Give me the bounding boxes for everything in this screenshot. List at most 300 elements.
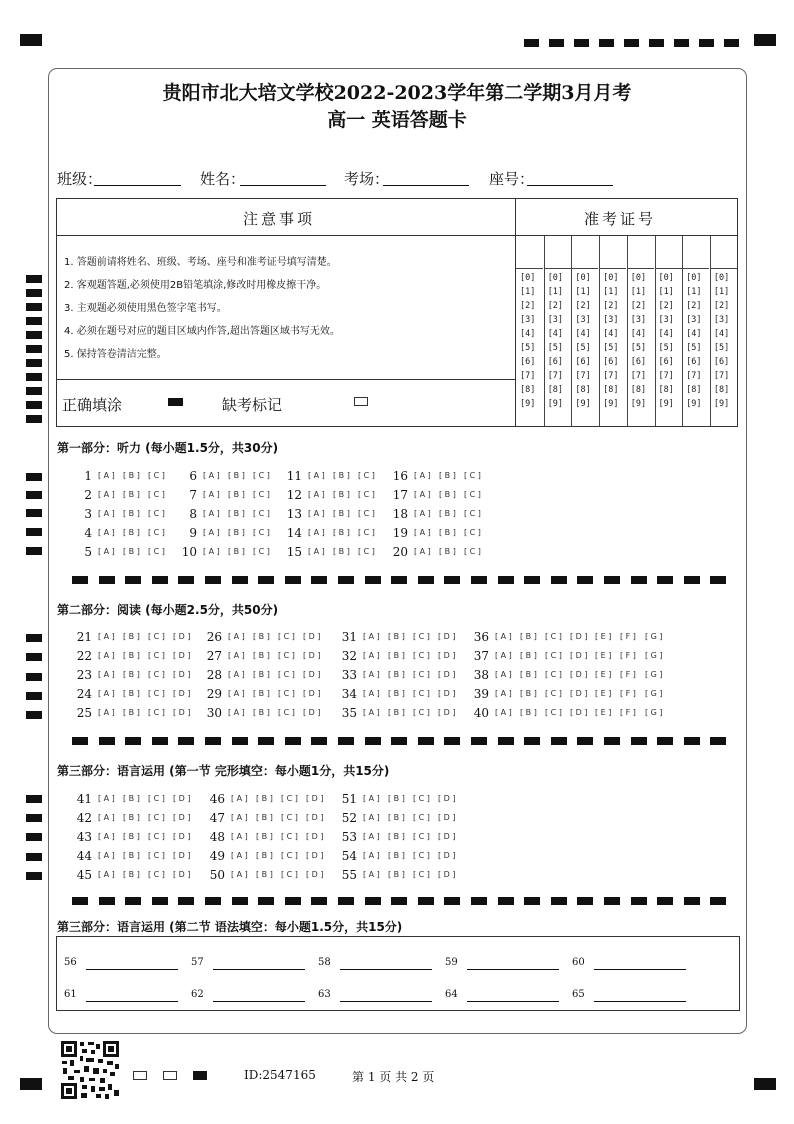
answer-bubble[interactable]: [ C ] [253, 528, 270, 537]
answer-bubble[interactable]: [ B ] [123, 490, 140, 499]
id-write-cell[interactable] [516, 236, 543, 269]
id-digit-bubble[interactable]: [0] [575, 273, 591, 283]
answer-bubble[interactable]: [ F ] [620, 689, 636, 698]
answer-bubble[interactable]: [ D ] [173, 813, 191, 822]
answer-bubble[interactable]: [ A ] [495, 632, 512, 641]
answer-bubble[interactable]: [ A ] [98, 632, 115, 641]
answer-bubble[interactable]: [ A ] [231, 832, 248, 841]
answer-bubble[interactable]: [ D ] [303, 670, 321, 679]
answer-bubble[interactable]: [ B ] [388, 832, 405, 841]
id-digit-bubble[interactable]: [3] [630, 315, 647, 325]
answer-bubble[interactable]: [ A ] [308, 547, 325, 556]
id-digit-bubble[interactable]: [9] [603, 399, 619, 409]
id-digit-bubble[interactable]: [6] [713, 357, 730, 367]
id-digit-bubble[interactable]: [4] [630, 329, 647, 339]
answer-bubble[interactable]: [ A ] [363, 832, 380, 841]
answer-bubble[interactable]: [ B ] [520, 708, 537, 717]
answer-bubble[interactable]: [ B ] [388, 851, 405, 860]
answer-bubble[interactable]: [ A ] [203, 490, 220, 499]
answer-bubble[interactable]: [ A ] [363, 651, 380, 660]
id-digit-bubble[interactable]: [3] [603, 315, 619, 325]
id-digit-bubble[interactable]: [2] [686, 301, 702, 311]
id-digit-bubble[interactable]: [0] [547, 273, 564, 283]
id-digit-bubble[interactable]: [9] [547, 399, 564, 409]
answer-bubble[interactable]: [ C ] [253, 509, 270, 518]
answer-bubble[interactable]: [ C ] [413, 689, 430, 698]
answer-bubble[interactable]: [ B ] [388, 870, 405, 879]
id-digit-bubble[interactable]: [5] [547, 343, 564, 353]
id-digit-bubble[interactable]: [5] [630, 343, 647, 353]
blank-answer-line[interactable] [86, 969, 178, 970]
answer-bubble[interactable]: [ A ] [98, 490, 115, 499]
answer-bubble[interactable]: [ C ] [281, 870, 298, 879]
answer-bubble[interactable]: [ A ] [495, 689, 512, 698]
answer-bubble[interactable]: [ A ] [98, 708, 115, 717]
answer-bubble[interactable]: [ C ] [358, 547, 375, 556]
id-digit-bubble[interactable]: [4] [686, 329, 702, 339]
answer-bubble[interactable]: [ B ] [333, 509, 350, 518]
answer-bubble[interactable]: [ C ] [464, 509, 481, 518]
answer-bubble[interactable]: [ B ] [439, 528, 456, 537]
answer-bubble[interactable]: [ C ] [358, 528, 375, 537]
answer-bubble[interactable]: [ B ] [520, 670, 537, 679]
id-digit-bubble[interactable]: [7] [520, 371, 536, 381]
id-digit-bubble[interactable]: [2] [713, 301, 730, 311]
id-digit-bubble[interactable]: [3] [713, 315, 730, 325]
answer-bubble[interactable]: [ D ] [173, 708, 191, 717]
id-digit-bubble[interactable]: [2] [630, 301, 647, 311]
answer-bubble[interactable]: [ A ] [414, 528, 431, 537]
answer-bubble[interactable]: [ A ] [98, 832, 115, 841]
answer-bubble[interactable]: [ C ] [464, 547, 481, 556]
answer-bubble[interactable]: [ D ] [173, 632, 191, 641]
answer-bubble[interactable]: [ E ] [595, 632, 612, 641]
answer-bubble[interactable]: [ C ] [281, 832, 298, 841]
answer-bubble[interactable]: [ C ] [148, 708, 165, 717]
answer-bubble[interactable]: [ B ] [123, 851, 140, 860]
id-digit-bubble[interactable]: [0] [713, 273, 730, 283]
answer-bubble[interactable]: [ D ] [570, 632, 588, 641]
answer-bubble[interactable]: [ B ] [253, 651, 270, 660]
answer-bubble[interactable]: [ B ] [256, 794, 273, 803]
answer-bubble[interactable]: [ E ] [595, 651, 612, 660]
id-digit-bubble[interactable]: [8] [547, 385, 564, 395]
id-digit-bubble[interactable]: [1] [658, 287, 674, 297]
answer-bubble[interactable]: [ C ] [148, 651, 165, 660]
id-digit-bubble[interactable]: [6] [603, 357, 619, 367]
answer-bubble[interactable]: [ C ] [148, 509, 165, 518]
answer-bubble[interactable]: [ D ] [306, 813, 324, 822]
id-digit-bubble[interactable]: [6] [658, 357, 674, 367]
answer-bubble[interactable]: [ A ] [228, 651, 245, 660]
answer-bubble[interactable]: [ C ] [545, 651, 562, 660]
answer-bubble[interactable]: [ A ] [98, 471, 115, 480]
answer-bubble[interactable]: [ A ] [414, 471, 431, 480]
id-digit-bubble[interactable]: [4] [658, 329, 674, 339]
answer-bubble[interactable]: [ C ] [148, 870, 165, 879]
id-write-cell[interactable] [544, 236, 571, 269]
id-digit-bubble[interactable]: [0] [686, 273, 702, 283]
answer-bubble[interactable]: [ C ] [278, 651, 295, 660]
id-digit-bubble[interactable]: [5] [575, 343, 591, 353]
answer-bubble[interactable]: [ A ] [363, 632, 380, 641]
id-digit-bubble[interactable]: [9] [686, 399, 702, 409]
id-digit-bubble[interactable]: [9] [658, 399, 674, 409]
answer-bubble[interactable]: [ D ] [303, 689, 321, 698]
answer-bubble[interactable]: [ B ] [253, 632, 270, 641]
answer-bubble[interactable]: [ B ] [253, 689, 270, 698]
answer-bubble[interactable]: [ A ] [228, 670, 245, 679]
answer-bubble[interactable]: [ C ] [545, 670, 562, 679]
answer-bubble[interactable]: [ C ] [413, 813, 430, 822]
answer-bubble[interactable]: [ C ] [278, 632, 295, 641]
answer-bubble[interactable]: [ C ] [358, 471, 375, 480]
answer-bubble[interactable]: [ D ] [570, 651, 588, 660]
id-digit-bubble[interactable]: [9] [575, 399, 591, 409]
answer-bubble[interactable]: [ A ] [363, 813, 380, 822]
id-digit-bubble[interactable]: [1] [575, 287, 591, 297]
answer-bubble[interactable]: [ A ] [203, 509, 220, 518]
answer-bubble[interactable]: [ B ] [333, 490, 350, 499]
id-digit-bubble[interactable]: [1] [547, 287, 564, 297]
id-digit-bubble[interactable]: [7] [713, 371, 730, 381]
answer-bubble[interactable]: [ A ] [98, 651, 115, 660]
id-digit-bubble[interactable]: [7] [658, 371, 674, 381]
answer-bubble[interactable]: [ B ] [253, 708, 270, 717]
answer-bubble[interactable]: [ D ] [438, 870, 456, 879]
id-digit-bubble[interactable]: [4] [520, 329, 536, 339]
blank-answer-line[interactable] [86, 1001, 178, 1002]
id-digit-bubble[interactable]: [8] [520, 385, 536, 395]
id-digit-bubble[interactable]: [1] [520, 287, 536, 297]
answer-bubble[interactable]: [ E ] [595, 708, 612, 717]
id-digit-bubble[interactable]: [8] [686, 385, 702, 395]
answer-bubble[interactable]: [ C ] [413, 670, 430, 679]
answer-bubble[interactable]: [ B ] [123, 471, 140, 480]
answer-bubble[interactable]: [ D ] [438, 651, 456, 660]
answer-bubble[interactable]: [ D ] [438, 851, 456, 860]
answer-bubble[interactable]: [ F ] [620, 651, 636, 660]
answer-bubble[interactable]: [ C ] [148, 528, 165, 537]
answer-bubble[interactable]: [ B ] [388, 689, 405, 698]
answer-bubble[interactable]: [ C ] [253, 490, 270, 499]
answer-bubble[interactable]: [ A ] [414, 509, 431, 518]
answer-bubble[interactable]: [ C ] [545, 689, 562, 698]
answer-bubble[interactable]: [ B ] [520, 689, 537, 698]
answer-bubble[interactable]: [ A ] [203, 547, 220, 556]
answer-bubble[interactable]: [ A ] [98, 670, 115, 679]
blank-answer-line[interactable] [467, 969, 559, 970]
answer-bubble[interactable]: [ D ] [303, 651, 321, 660]
id-digit-bubble[interactable]: [2] [520, 301, 536, 311]
answer-bubble[interactable]: [ B ] [123, 670, 140, 679]
answer-bubble[interactable]: [ C ] [148, 813, 165, 822]
blank-answer-line[interactable] [340, 1001, 432, 1002]
answer-bubble[interactable]: [ A ] [414, 547, 431, 556]
answer-bubble[interactable]: [ C ] [281, 794, 298, 803]
answer-bubble[interactable]: [ G ] [645, 670, 663, 679]
answer-bubble[interactable]: [ D ] [173, 832, 191, 841]
answer-bubble[interactable]: [ C ] [253, 471, 270, 480]
answer-bubble[interactable]: [ C ] [413, 651, 430, 660]
answer-bubble[interactable]: [ A ] [228, 708, 245, 717]
answer-bubble[interactable]: [ C ] [148, 794, 165, 803]
answer-bubble[interactable]: [ A ] [363, 794, 380, 803]
answer-bubble[interactable]: [ D ] [306, 870, 324, 879]
id-digit-bubble[interactable]: [0] [630, 273, 647, 283]
answer-bubble[interactable]: [ D ] [173, 851, 191, 860]
answer-bubble[interactable]: [ C ] [464, 528, 481, 537]
answer-bubble[interactable]: [ B ] [388, 632, 405, 641]
answer-bubble[interactable]: [ B ] [388, 651, 405, 660]
id-digit-bubble[interactable]: [0] [603, 273, 619, 283]
answer-bubble[interactable]: [ A ] [231, 794, 248, 803]
answer-bubble[interactable]: [ C ] [281, 813, 298, 822]
id-digit-bubble[interactable]: [6] [630, 357, 647, 367]
answer-bubble[interactable]: [ D ] [306, 832, 324, 841]
answer-bubble[interactable]: [ A ] [98, 689, 115, 698]
answer-bubble[interactable]: [ C ] [358, 490, 375, 499]
id-write-cell[interactable] [571, 236, 598, 269]
answer-bubble[interactable]: [ A ] [98, 851, 115, 860]
answer-bubble[interactable]: [ B ] [123, 632, 140, 641]
seat-field[interactable] [527, 185, 613, 186]
answer-bubble[interactable]: [ A ] [308, 490, 325, 499]
answer-bubble[interactable]: [ B ] [253, 670, 270, 679]
id-write-cell[interactable] [655, 236, 682, 269]
answer-bubble[interactable]: [ A ] [228, 632, 245, 641]
answer-bubble[interactable]: [ B ] [123, 509, 140, 518]
answer-bubble[interactable]: [ D ] [173, 670, 191, 679]
id-digit-bubble[interactable]: [1] [713, 287, 730, 297]
absent-mark-box[interactable] [354, 397, 368, 406]
answer-bubble[interactable]: [ A ] [231, 870, 248, 879]
answer-bubble[interactable]: [ C ] [148, 851, 165, 860]
answer-bubble[interactable]: [ C ] [148, 632, 165, 641]
answer-bubble[interactable]: [ B ] [123, 708, 140, 717]
id-digit-bubble[interactable]: [5] [713, 343, 730, 353]
answer-bubble[interactable]: [ F ] [620, 670, 636, 679]
answer-bubble[interactable]: [ A ] [495, 708, 512, 717]
answer-bubble[interactable]: [ C ] [464, 490, 481, 499]
blank-answer-line[interactable] [340, 969, 432, 970]
id-digit-bubble[interactable]: [9] [713, 399, 730, 409]
answer-bubble[interactable]: [ B ] [388, 708, 405, 717]
id-digit-bubble[interactable]: [5] [686, 343, 702, 353]
answer-bubble[interactable]: [ A ] [98, 528, 115, 537]
id-digit-bubble[interactable]: [9] [520, 399, 536, 409]
id-digit-bubble[interactable]: [1] [630, 287, 647, 297]
answer-bubble[interactable]: [ C ] [545, 708, 562, 717]
answer-bubble[interactable]: [ C ] [413, 708, 430, 717]
answer-bubble[interactable]: [ D ] [173, 689, 191, 698]
answer-bubble[interactable]: [ B ] [228, 471, 245, 480]
answer-bubble[interactable]: [ A ] [98, 813, 115, 822]
answer-bubble[interactable]: [ A ] [98, 547, 115, 556]
answer-bubble[interactable]: [ A ] [98, 509, 115, 518]
answer-bubble[interactable]: [ F ] [620, 708, 636, 717]
answer-bubble[interactable]: [ D ] [438, 689, 456, 698]
id-digit-bubble[interactable]: [1] [686, 287, 702, 297]
answer-bubble[interactable]: [ C ] [413, 794, 430, 803]
answer-bubble[interactable]: [ C ] [148, 689, 165, 698]
answer-bubble[interactable]: [ A ] [203, 471, 220, 480]
answer-bubble[interactable]: [ A ] [231, 851, 248, 860]
answer-bubble[interactable]: [ D ] [570, 670, 588, 679]
blank-answer-line[interactable] [213, 1001, 305, 1002]
answer-bubble[interactable]: [ C ] [253, 547, 270, 556]
id-digit-bubble[interactable]: [6] [547, 357, 564, 367]
id-write-cell[interactable] [710, 236, 737, 269]
answer-bubble[interactable]: [ A ] [308, 471, 325, 480]
answer-bubble[interactable]: [ C ] [278, 689, 295, 698]
answer-bubble[interactable]: [ B ] [256, 851, 273, 860]
answer-bubble[interactable]: [ E ] [595, 689, 612, 698]
answer-bubble[interactable]: [ B ] [123, 870, 140, 879]
answer-bubble[interactable]: [ D ] [303, 708, 321, 717]
answer-bubble[interactable]: [ C ] [148, 490, 165, 499]
answer-bubble[interactable]: [ B ] [439, 490, 456, 499]
answer-bubble[interactable]: [ B ] [123, 689, 140, 698]
id-write-cell[interactable] [682, 236, 709, 269]
answer-bubble[interactable]: [ B ] [388, 813, 405, 822]
blank-answer-line[interactable] [594, 969, 686, 970]
answer-bubble[interactable]: [ B ] [333, 547, 350, 556]
answer-bubble[interactable]: [ D ] [438, 813, 456, 822]
answer-bubble[interactable]: [ B ] [123, 794, 140, 803]
answer-bubble[interactable]: [ D ] [570, 689, 588, 698]
answer-bubble[interactable]: [ F ] [620, 632, 636, 641]
name-field[interactable] [240, 185, 326, 186]
id-digit-bubble[interactable]: [6] [686, 357, 702, 367]
answer-bubble[interactable]: [ C ] [413, 832, 430, 841]
id-digit-bubble[interactable]: [3] [547, 315, 564, 325]
answer-bubble[interactable]: [ G ] [645, 632, 663, 641]
id-digit-bubble[interactable]: [2] [603, 301, 619, 311]
answer-bubble[interactable]: [ A ] [363, 708, 380, 717]
id-digit-bubble[interactable]: [3] [658, 315, 674, 325]
answer-bubble[interactable]: [ A ] [363, 870, 380, 879]
answer-bubble[interactable]: [ C ] [413, 632, 430, 641]
id-digit-bubble[interactable]: [5] [520, 343, 536, 353]
id-digit-bubble[interactable]: [0] [520, 273, 536, 283]
answer-bubble[interactable]: [ D ] [306, 851, 324, 860]
answer-bubble[interactable]: [ E ] [595, 670, 612, 679]
id-digit-bubble[interactable]: [7] [686, 371, 702, 381]
answer-bubble[interactable]: [ B ] [228, 528, 245, 537]
answer-bubble[interactable]: [ C ] [148, 670, 165, 679]
answer-bubble[interactable]: [ D ] [438, 670, 456, 679]
answer-bubble[interactable]: [ D ] [173, 651, 191, 660]
id-write-cell[interactable] [627, 236, 654, 269]
id-digit-bubble[interactable]: [8] [603, 385, 619, 395]
answer-bubble[interactable]: [ G ] [645, 708, 663, 717]
answer-bubble[interactable]: [ B ] [228, 490, 245, 499]
answer-bubble[interactable]: [ A ] [308, 509, 325, 518]
answer-bubble[interactable]: [ B ] [256, 813, 273, 822]
answer-bubble[interactable]: [ D ] [173, 870, 191, 879]
answer-bubble[interactable]: [ B ] [256, 832, 273, 841]
answer-bubble[interactable]: [ C ] [278, 670, 295, 679]
answer-bubble[interactable]: [ A ] [98, 870, 115, 879]
answer-bubble[interactable]: [ A ] [363, 670, 380, 679]
answer-bubble[interactable]: [ A ] [414, 490, 431, 499]
answer-bubble[interactable]: [ B ] [388, 794, 405, 803]
answer-bubble[interactable]: [ B ] [123, 813, 140, 822]
answer-bubble[interactable]: [ D ] [306, 794, 324, 803]
id-digit-bubble[interactable]: [3] [520, 315, 536, 325]
answer-bubble[interactable]: [ C ] [281, 851, 298, 860]
answer-bubble[interactable]: [ G ] [645, 651, 663, 660]
id-digit-bubble[interactable]: [8] [713, 385, 730, 395]
id-digit-bubble[interactable]: [0] [658, 273, 674, 283]
id-digit-bubble[interactable]: [6] [575, 357, 591, 367]
answer-bubble[interactable]: [ A ] [363, 689, 380, 698]
answer-bubble[interactable]: [ B ] [520, 632, 537, 641]
answer-bubble[interactable]: [ B ] [439, 471, 456, 480]
id-digit-bubble[interactable]: [8] [658, 385, 674, 395]
answer-bubble[interactable]: [ D ] [438, 632, 456, 641]
answer-bubble[interactable]: [ B ] [333, 528, 350, 537]
room-field[interactable] [383, 185, 469, 186]
answer-bubble[interactable]: [ G ] [645, 689, 663, 698]
answer-bubble[interactable]: [ C ] [148, 471, 165, 480]
answer-bubble[interactable]: [ B ] [123, 651, 140, 660]
answer-bubble[interactable]: [ C ] [545, 632, 562, 641]
id-digit-bubble[interactable]: [3] [575, 315, 591, 325]
answer-bubble[interactable]: [ B ] [439, 547, 456, 556]
answer-bubble[interactable]: [ B ] [520, 651, 537, 660]
id-digit-bubble[interactable]: [4] [713, 329, 730, 339]
id-digit-bubble[interactable]: [8] [630, 385, 647, 395]
answer-bubble[interactable]: [ C ] [464, 471, 481, 480]
id-digit-bubble[interactable]: [7] [603, 371, 619, 381]
answer-bubble[interactable]: [ A ] [495, 651, 512, 660]
answer-bubble[interactable]: [ A ] [98, 794, 115, 803]
answer-bubble[interactable]: [ D ] [173, 794, 191, 803]
blank-answer-line[interactable] [467, 1001, 559, 1002]
answer-bubble[interactable]: [ D ] [303, 632, 321, 641]
answer-bubble[interactable]: [ B ] [228, 509, 245, 518]
id-digit-bubble[interactable]: [2] [547, 301, 564, 311]
blank-answer-line[interactable] [213, 969, 305, 970]
answer-bubble[interactable]: [ D ] [438, 832, 456, 841]
answer-bubble[interactable]: [ B ] [123, 547, 140, 556]
answer-bubble[interactable]: [ B ] [123, 528, 140, 537]
answer-bubble[interactable]: [ D ] [438, 794, 456, 803]
answer-bubble[interactable]: [ B ] [388, 670, 405, 679]
answer-bubble[interactable]: [ D ] [438, 708, 456, 717]
answer-bubble[interactable]: [ C ] [148, 832, 165, 841]
id-digit-bubble[interactable]: [7] [575, 371, 591, 381]
id-digit-bubble[interactable]: [5] [603, 343, 619, 353]
answer-bubble[interactable]: [ C ] [358, 509, 375, 518]
answer-bubble[interactable]: [ A ] [203, 528, 220, 537]
id-digit-bubble[interactable]: [3] [686, 315, 702, 325]
answer-bubble[interactable]: [ B ] [256, 870, 273, 879]
id-digit-bubble[interactable]: [2] [575, 301, 591, 311]
id-digit-bubble[interactable]: [4] [603, 329, 619, 339]
id-digit-bubble[interactable]: [1] [603, 287, 619, 297]
answer-bubble[interactable]: [ B ] [333, 471, 350, 480]
id-digit-bubble[interactable]: [4] [575, 329, 591, 339]
id-digit-bubble[interactable]: [9] [630, 399, 647, 409]
answer-bubble[interactable]: [ B ] [228, 547, 245, 556]
answer-bubble[interactable]: [ C ] [413, 851, 430, 860]
answer-bubble[interactable]: [ B ] [123, 832, 140, 841]
id-write-cell[interactable] [599, 236, 626, 269]
id-digit-bubble[interactable]: [6] [520, 357, 536, 367]
